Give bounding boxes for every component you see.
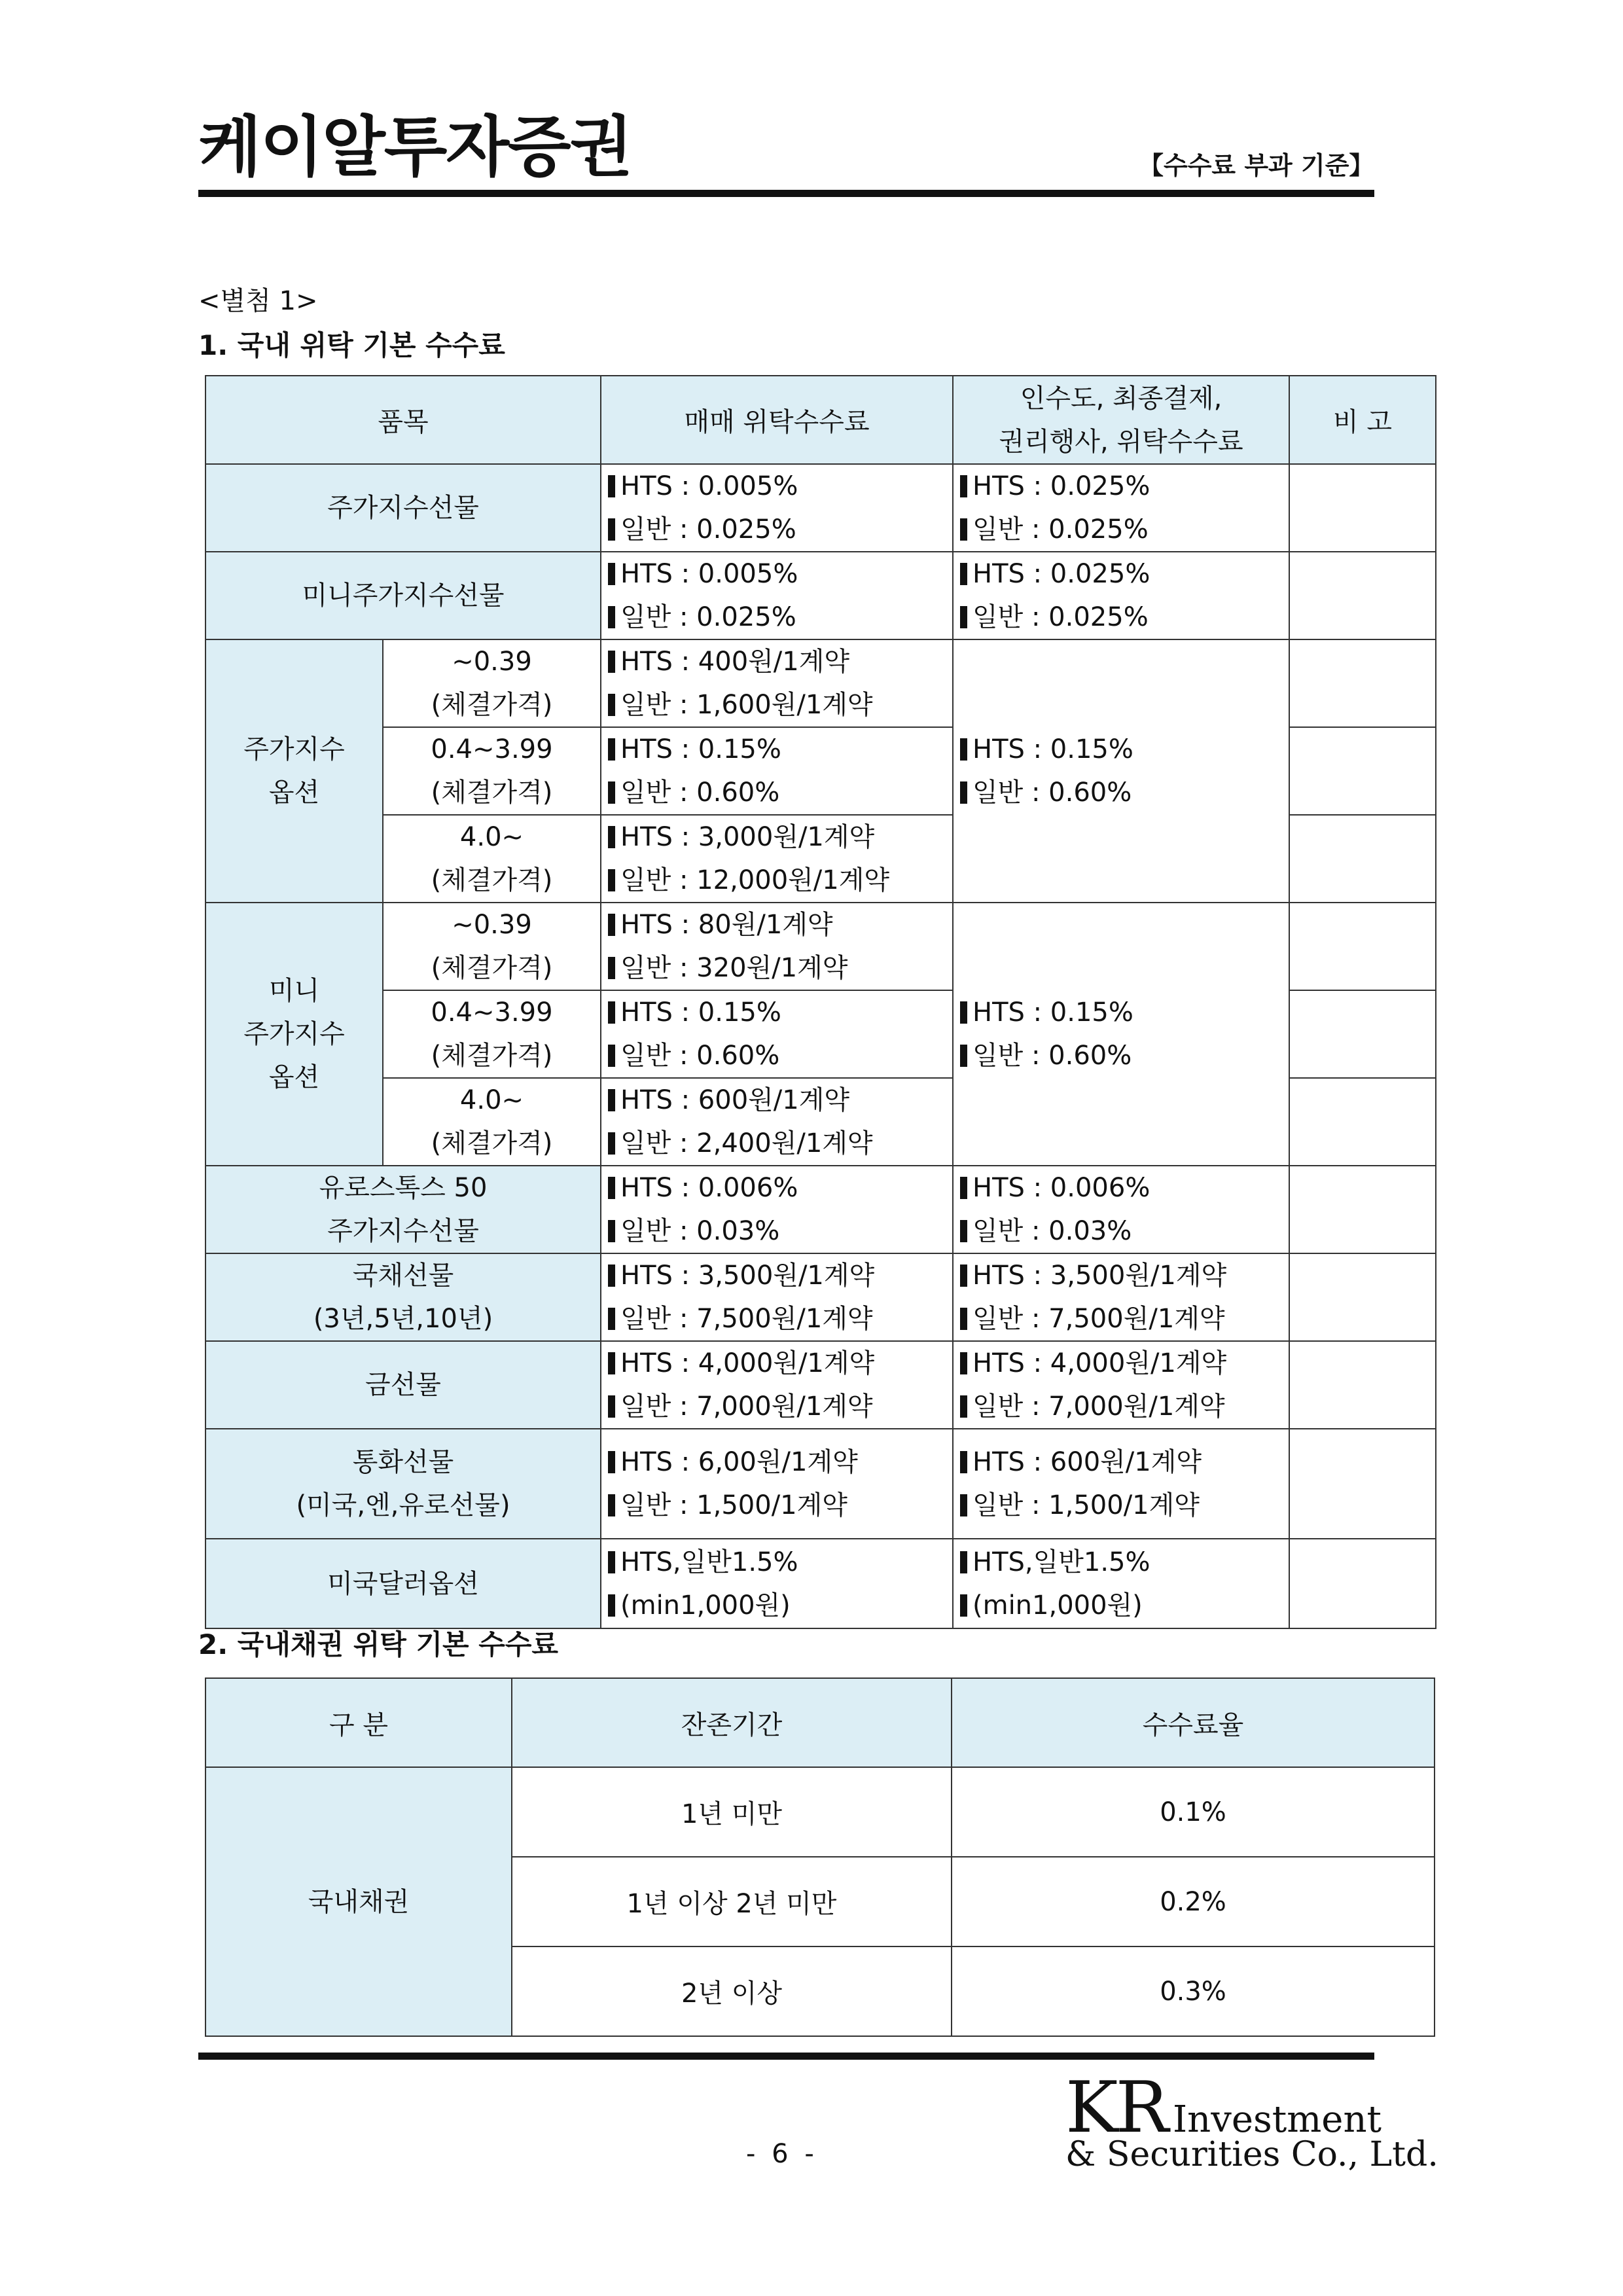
bullet-square-icon [608, 1089, 615, 1111]
fee-line: HTS : 3,500원/1계약 [972, 1261, 1227, 1291]
logo-investment: Investment [1173, 2098, 1382, 2141]
fee-line: HTS,일반1.5% [620, 1547, 798, 1577]
trade-fee-cell [601, 1429, 953, 1539]
bullet-square-icon [608, 738, 615, 761]
trade-fee-cell [601, 1539, 953, 1628]
fee-line: 일반 : 0.60% [620, 1041, 780, 1071]
bond-category: 국내채권 [205, 1767, 512, 2036]
settle-fee-cell [953, 464, 1289, 552]
bullet-square-icon [960, 1001, 967, 1024]
rate-cell: 0.2% [952, 1857, 1435, 1946]
fee-line: 일반 : 1,500/1계약 [620, 1490, 847, 1520]
item-name: 주가지수선물 [205, 464, 601, 552]
price-range-cell [383, 990, 601, 1078]
fee-line: 일반 : 0.03% [972, 1216, 1132, 1246]
fee-line: 일반 : 0.60% [620, 778, 780, 808]
bullet-square-icon [960, 1551, 967, 1573]
table-row [205, 1341, 1436, 1429]
header-category: 구 분 [205, 1678, 512, 1767]
bullet-square-icon [960, 606, 967, 628]
table-row [205, 639, 1436, 727]
table-row [205, 1429, 1436, 1539]
fee-line: 일반 : 7,000원/1계약 [972, 1391, 1225, 1422]
note-cell [1289, 1253, 1436, 1341]
price-range-sub: (체결가격) [431, 690, 553, 720]
bullet-square-icon [960, 738, 967, 761]
item-name [205, 639, 383, 903]
header-note: 비 고 [1289, 376, 1436, 464]
fee-line: HTS : 600원/1계약 [620, 1085, 850, 1115]
item-name-line: 주가지수 [243, 734, 345, 764]
table-row [205, 552, 1436, 639]
fee-line: HTS : 4,000원/1계약 [972, 1348, 1227, 1378]
fee-line: HTS,일반1.5% [972, 1547, 1150, 1577]
page-number: - 6 - [746, 2139, 818, 2169]
item-name-line: 옵션 [268, 778, 320, 808]
fee-line: 일반 : 7,000원/1계약 [620, 1391, 873, 1422]
price-range-cell [383, 639, 601, 727]
trade-fee-cell [601, 1253, 953, 1341]
bullet-square-icon [960, 1265, 967, 1287]
maturity-cell: 1년 미만 [512, 1767, 952, 1857]
fee-line: 일반 : 320원/1계약 [620, 953, 848, 983]
bullet-square-icon [608, 1395, 615, 1418]
price-range-sub: (체결가격) [431, 1041, 553, 1071]
price-range: ~0.39 [452, 647, 532, 677]
fee-line: HTS : 0.005% [620, 471, 798, 501]
header-settle-fee [953, 376, 1289, 464]
bullet-square-icon [960, 781, 967, 804]
price-range: ~0.39 [452, 910, 532, 940]
fee-line: 일반 : 7,500원/1계약 [620, 1304, 873, 1334]
fee-line: (min1,000원) [620, 1590, 791, 1621]
fee-line: HTS : 4,000원/1계약 [620, 1348, 875, 1378]
item-name-line: 주가지수선물 [327, 1216, 479, 1246]
fee-line: HTS : 80원/1계약 [620, 910, 833, 940]
trade-fee-cell [601, 990, 953, 1078]
bullet-square-icon [608, 1451, 615, 1473]
fee-line: HTS : 3,500원/1계약 [620, 1261, 875, 1291]
table-row [205, 1539, 1436, 1628]
item-name-line: 통화선물 [352, 1447, 454, 1477]
fee-line: HTS : 0.15% [972, 734, 1133, 764]
trade-fee-cell [601, 639, 953, 727]
item-name-line: (3년,5년,10년) [313, 1304, 493, 1334]
note-cell [1289, 815, 1436, 903]
bullet-square-icon [608, 518, 615, 541]
note-cell [1289, 552, 1436, 639]
item-name: 미국달러옵션 [205, 1539, 601, 1628]
note-cell [1289, 1166, 1436, 1253]
item-name-line: (미국,엔,유로선물) [296, 1490, 510, 1520]
bullet-square-icon [960, 1395, 967, 1418]
price-range-sub: (체결가격) [431, 865, 553, 895]
section2-title: 2. 국내채권 위탁 기본 수수료 [198, 1628, 558, 1660]
header-settle-line2: 권리행사, 위탁수수료 [999, 426, 1243, 457]
bullet-square-icon [608, 1308, 615, 1330]
bullet-square-icon [960, 518, 967, 541]
fee-line: 일반 : 0.60% [972, 778, 1132, 808]
attachment-label: <별첨 1> [198, 286, 318, 316]
note-cell [1289, 1539, 1436, 1628]
section1-title: 1. 국내 위탁 기본 수수료 [198, 329, 505, 361]
fee-line: HTS : 0.025% [972, 471, 1150, 501]
maturity-cell: 1년 이상 2년 미만 [512, 1857, 952, 1946]
fee-line: HTS : 0.15% [620, 997, 781, 1028]
settle-fee-cell [953, 1341, 1289, 1429]
trade-fee-cell [601, 1341, 953, 1429]
domestic-fee-table [205, 375, 1436, 1629]
note-cell [1289, 1341, 1436, 1429]
fee-line: HTS : 600원/1계약 [972, 1447, 1202, 1477]
rate-cell: 0.1% [952, 1767, 1435, 1857]
bullet-square-icon [608, 1132, 615, 1155]
table-row [205, 464, 1436, 552]
fee-line: HTS : 0.006% [972, 1173, 1150, 1203]
header-maturity: 잔존기간 [512, 1678, 952, 1767]
bullet-square-icon [608, 694, 615, 716]
price-range: 0.4~3.99 [431, 734, 553, 764]
fee-line: HTS : 0.006% [620, 1173, 798, 1203]
bullet-square-icon [960, 1451, 967, 1473]
settle-fee-cell [953, 1166, 1289, 1253]
settle-fee-cell [953, 552, 1289, 639]
logo-kr: KR [1065, 2067, 1166, 2149]
item-name [205, 1253, 601, 1341]
fee-line: (min1,000원) [972, 1590, 1143, 1621]
price-range-cell [383, 727, 601, 815]
footer-rule [198, 2053, 1374, 2060]
fee-line: HTS : 0.15% [972, 997, 1133, 1028]
item-name: 미니주가지수선물 [205, 552, 601, 639]
fee-line: 일반 : 0.03% [620, 1216, 780, 1246]
item-name-line: 유로스톡스 50 [319, 1173, 488, 1203]
fee-line: 일반 : 0.025% [972, 602, 1149, 632]
fee-line: 일반 : 0.025% [972, 514, 1149, 545]
fee-line: 일반 : 1,600원/1계약 [620, 690, 873, 720]
trade-fee-cell [601, 815, 953, 903]
item-name [205, 1429, 601, 1539]
fee-line: HTS : 400원/1계약 [620, 647, 850, 677]
fee-line: 일반 : 0.025% [620, 514, 796, 545]
table-row [205, 1166, 1436, 1253]
bullet-square-icon [608, 1045, 615, 1067]
bullet-square-icon [608, 826, 615, 848]
bullet-square-icon [608, 1001, 615, 1024]
bullet-square-icon [960, 475, 967, 497]
note-cell [1289, 990, 1436, 1078]
fee-line: HTS : 3,000원/1계약 [620, 822, 875, 852]
bullet-square-icon [960, 563, 967, 585]
bullet-square-icon [960, 1220, 967, 1242]
price-range: 4.0~ [459, 822, 524, 852]
trade-fee-cell [601, 1166, 953, 1253]
table-row [205, 1253, 1436, 1341]
item-name-line: 주가지수 [243, 1019, 345, 1049]
trade-fee-cell [601, 464, 953, 552]
fee-line: 일반 : 2,400원/1계약 [620, 1128, 873, 1158]
settle-fee-cell [953, 1253, 1289, 1341]
bullet-square-icon [960, 1594, 967, 1617]
bullet-square-icon [608, 1352, 615, 1374]
item-name [205, 903, 383, 1166]
fee-line: 일반 : 12,000원/1계약 [620, 865, 889, 895]
fee-line: HTS : 0.005% [620, 559, 798, 589]
table-row [205, 1767, 1435, 1857]
fee-line: 일반 : 7,500원/1계약 [972, 1304, 1225, 1334]
price-range-cell [383, 815, 601, 903]
note-cell [1289, 464, 1436, 552]
bullet-square-icon [608, 914, 615, 936]
price-range-cell [383, 903, 601, 990]
header-trade-fee: 매매 위탁수수료 [601, 376, 953, 464]
price-range: 0.4~3.99 [431, 997, 553, 1028]
bullet-square-icon [608, 1551, 615, 1573]
logo-line2: & Securities Co., Ltd. [1065, 2135, 1438, 2174]
price-range-cell [383, 1078, 601, 1166]
header-rate: 수수료율 [952, 1678, 1435, 1767]
bullet-square-icon [608, 1594, 615, 1617]
rate-cell: 0.3% [952, 1946, 1435, 2036]
trade-fee-cell [601, 727, 953, 815]
document-tag: 【수수료 부과 기준】 [1139, 151, 1374, 180]
bond-fee-table [205, 1677, 1435, 2037]
note-cell [1289, 1078, 1436, 1166]
fee-line: 일반 : 0.60% [972, 1041, 1132, 1071]
bullet-square-icon [608, 1220, 615, 1242]
company-name: 케이알투자증권 [198, 109, 632, 185]
bullet-square-icon [960, 1045, 967, 1067]
bullet-square-icon [608, 563, 615, 585]
trade-fee-cell [601, 1078, 953, 1166]
settle-fee-cell [953, 1429, 1289, 1539]
settle-fee-cell [953, 639, 1289, 903]
note-cell [1289, 727, 1436, 815]
bullet-square-icon [608, 957, 615, 979]
bullet-square-icon [960, 1308, 967, 1330]
bullet-square-icon [960, 1494, 967, 1516]
trade-fee-cell [601, 552, 953, 639]
bullet-square-icon [608, 1177, 615, 1199]
price-range-sub: (체결가격) [431, 778, 553, 808]
note-cell [1289, 1429, 1436, 1539]
item-name-line: 국채선물 [352, 1261, 454, 1291]
header-rule [198, 190, 1374, 197]
bullet-square-icon [608, 475, 615, 497]
item-name [205, 1166, 601, 1253]
bullet-square-icon [608, 606, 615, 628]
fee-line: 일반 : 0.025% [620, 602, 796, 632]
fee-line: 일반 : 1,500/1계약 [972, 1490, 1200, 1520]
fee-line: HTS : 6,00원/1계약 [620, 1447, 858, 1477]
bullet-square-icon [960, 1352, 967, 1374]
bullet-square-icon [960, 1177, 967, 1199]
table-row [205, 903, 1436, 990]
settle-fee-cell [953, 903, 1289, 1166]
settle-fee-cell [953, 1539, 1289, 1628]
note-cell [1289, 639, 1436, 727]
note-cell [1289, 903, 1436, 990]
price-range-sub: (체결가격) [431, 1128, 553, 1158]
header-item: 품목 [205, 376, 601, 464]
trade-fee-cell [601, 903, 953, 990]
maturity-cell: 2년 이상 [512, 1946, 952, 2036]
bullet-square-icon [608, 781, 615, 804]
bullet-square-icon [608, 1494, 615, 1516]
item-name-line: 옵션 [268, 1062, 320, 1092]
price-range: 4.0~ [459, 1085, 524, 1115]
header-settle-line1: 인수도, 최종결제, [1020, 383, 1222, 414]
fee-line: HTS : 0.15% [620, 734, 781, 764]
bullet-square-icon [608, 869, 615, 891]
price-range-sub: (체결가격) [431, 953, 553, 983]
bullet-square-icon [608, 651, 615, 673]
item-name-line: 미니 [268, 976, 320, 1006]
fee-line: HTS : 0.025% [972, 559, 1150, 589]
item-name: 금선물 [205, 1341, 601, 1429]
bullet-square-icon [608, 1265, 615, 1287]
